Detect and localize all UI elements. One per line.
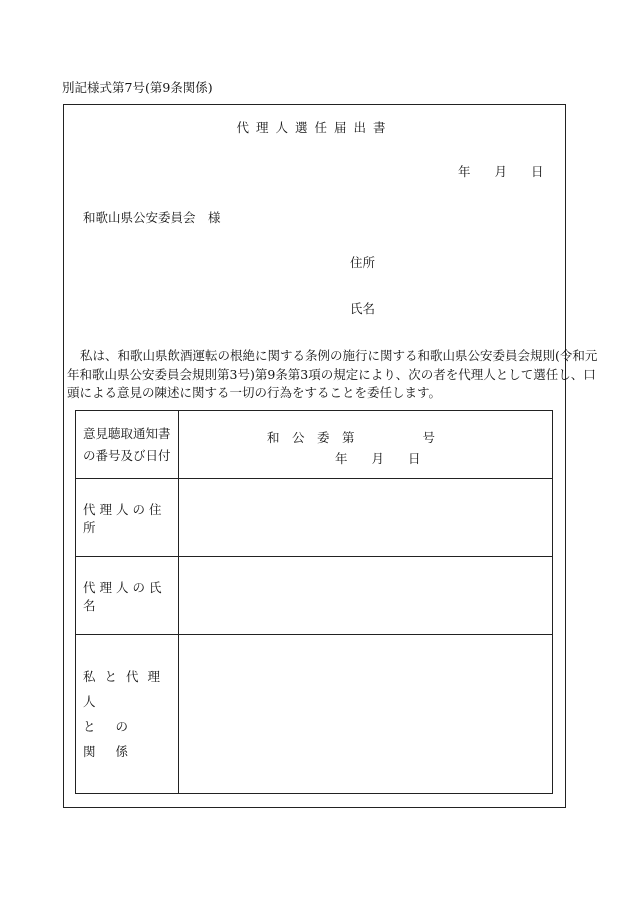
form-number-label: 別記様式第7号(第9条関係): [62, 80, 213, 95]
relationship-label-line-1: 私と代理人: [83, 669, 170, 709]
table-row-agent-name: [76, 557, 553, 635]
declaration-line-1: 私は、和歌山県飲酒運転の根絶に関する条例の施行に関する和歌山県公安委員会規則(令和元: [80, 348, 598, 363]
date-month: 月: [494, 164, 508, 179]
notice-number-cell[interactable]: [179, 411, 553, 479]
notice-label-cell: [76, 411, 179, 479]
notice-label-line-2: の番号及び日付: [83, 447, 171, 463]
notice-prefix: 和 公 委 第: [267, 430, 355, 445]
notice-year: 年: [335, 451, 348, 466]
date-year: 年: [458, 164, 471, 179]
declaration-line-2: 年和歌山県公安委員会規則第3号)第9条第3項の規定により、次の者を代理人として選任し、口: [67, 366, 596, 382]
notice-day: 日: [408, 451, 421, 466]
agent-address-label: 代理人の住所: [76, 479, 179, 557]
applicant-address-label: 住所: [350, 255, 376, 270]
agent-name-field[interactable]: [179, 557, 553, 635]
submission-date: [458, 164, 544, 180]
declaration-text: [67, 347, 598, 403]
relationship-label-line-2: との関係: [83, 719, 149, 759]
table-row-agent-address: [76, 479, 553, 557]
agent-name-label: 代理人の氏名: [76, 557, 179, 635]
table-row-notice: [76, 411, 553, 479]
agent-info-table: [75, 410, 553, 794]
date-day: 日: [531, 164, 544, 179]
agent-address-field[interactable]: [179, 479, 553, 557]
notice-label-line-1: 意見聴取通知書: [83, 425, 171, 441]
addressee: 和歌山県公安委員会 様: [83, 210, 221, 225]
applicant-name-label: 氏名: [350, 301, 376, 316]
relationship-label-cell: [76, 635, 179, 794]
notice-month: 月: [371, 451, 385, 466]
relationship-field[interactable]: [179, 635, 553, 794]
form-title: 代理人選任届出書: [236, 120, 393, 135]
table-row-relationship: [76, 635, 553, 794]
declaration-line-3: 頭による意見の陳述に関する一切の行為をすることを委任します。: [67, 385, 442, 400]
notice-number-suffix: 号: [422, 430, 436, 445]
